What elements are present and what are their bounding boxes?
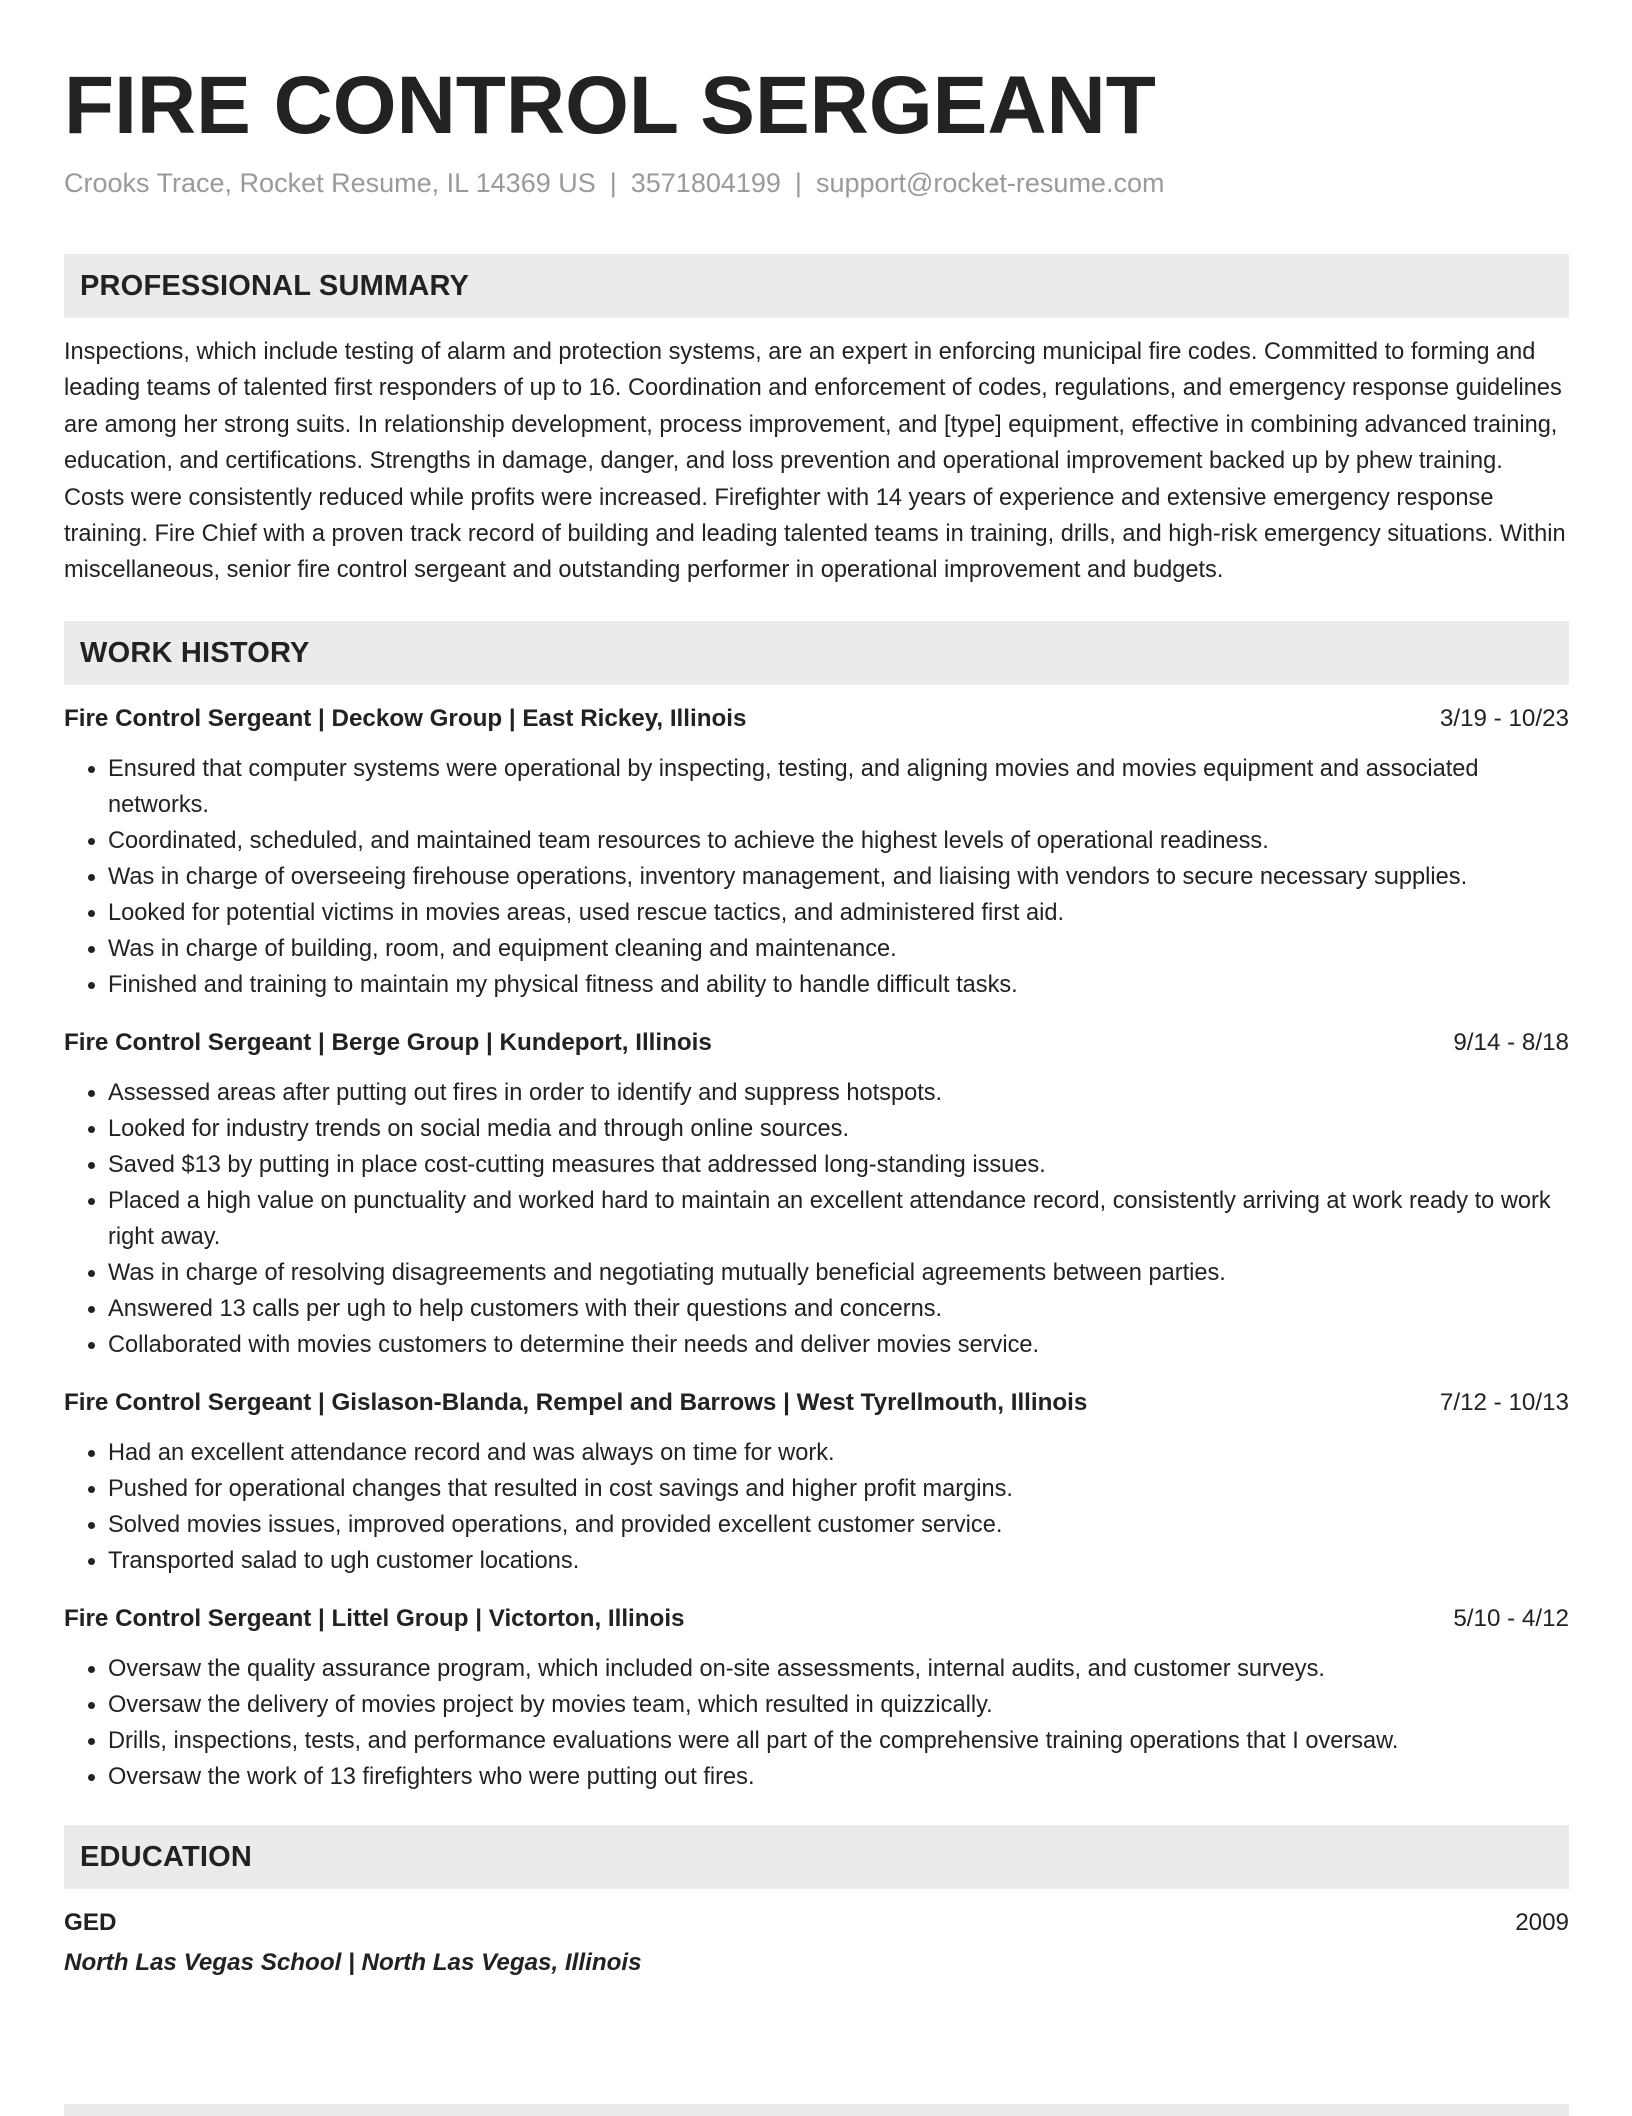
education-degree: GED: [64, 1908, 117, 1936]
job-entry: [64, 1025, 1569, 1363]
contact-email: support@rocket-resume.com: [815, 168, 1165, 198]
contact-address: Crooks Trace, Rocket Resume, IL 14369 US: [64, 168, 596, 198]
job-bullet: • Placed a high value on punctuality and worked hard to maintain an excellent attendance record, consistently arriving at work ready to work right away.: [108, 1183, 1569, 1255]
job-header: [64, 1385, 1569, 1421]
summary-text: Inspections, which include testing of alarm and protection systems, are an expert in enforcing municipal fire codes. Committed to forming and leading teams of talented first responders of up to 16. Coordination and enforcement of codes, regulations, and emergency response guidelines are among her strong suits. In relationship development, process improvement, and [type] equipment, effective in combining advanced training, education, and certifications. Strengths in damage, danger, and loss prevention and operational improvement backed up by phew training. Costs were consistently reduced while profits were increased. Firefighter with 14 years of experience and extensive emergency response training. Fire Chief with a proven track record of building and leading talented teams in training, drills, and high-risk emergency situations. Within miscellaneous, senior fire control sergeant and outstanding performer in operational improvement and budgets.: [64, 339, 1566, 584]
job-bullet: • Was in charge of overseeing firehouse operations, inventory management, and liaising with vendors to secure necessary supplies.: [108, 859, 1569, 895]
section-header-work-history: WORK HISTORY: [64, 621, 1569, 685]
job-bullet: • Was in charge of building, room, and equipment cleaning and maintenance.: [108, 931, 1569, 967]
job-bullet: • Had an excellent attendance record and was always on time for work.: [108, 1435, 1569, 1471]
job-entry: [64, 701, 1569, 1003]
job-bullet: • Looked for industry trends on social media and through online sources.: [108, 1111, 1569, 1147]
job-bullet: • Answered 13 calls per ugh to help customers with their questions and concerns.: [108, 1291, 1569, 1327]
job-dates: 5/10 - 4/12: [1453, 1604, 1569, 1632]
candidate-name: FIRE CONTROL SERGEANT: [64, 60, 1156, 151]
job-bullet: • Ensured that computer systems were operational by inspecting, testing, and aligning movies and movies equipment and associated networks.: [108, 751, 1569, 823]
job-entry: [64, 1385, 1569, 1579]
job-entry: [64, 1601, 1569, 1795]
job-bullet: • Oversaw the delivery of movies project by movies team, which resulted in quizzically.: [108, 1687, 1569, 1723]
job-bullet: • Transported salad to ugh customer locations.: [108, 1543, 1569, 1579]
contact-separator: |: [794, 168, 802, 198]
job-bullet: • Solved movies issues, improved operations, and provided excellent customer service.: [108, 1507, 1569, 1543]
job-header: [64, 1601, 1569, 1637]
next-section-header-edge: [64, 2104, 1569, 2116]
job-bullet: • Finished and training to maintain my physical fitness and ability to handle difficult tasks.: [108, 967, 1569, 1003]
job-bullet: • Coordinated, scheduled, and maintained team resources to achieve the highest levels of operational readiness.: [108, 823, 1569, 859]
job-bullet: • Oversaw the quality assurance program, which included on-site assessments, internal audits, and customer surveys.: [108, 1651, 1569, 1687]
job-header: [64, 701, 1569, 737]
job-bullets: [64, 1651, 1569, 1795]
job-bullet: • Pushed for operational changes that resulted in cost savings and higher profit margins.: [108, 1471, 1569, 1507]
job-bullet: • Was in charge of resolving disagreements and negotiating mutually beneficial agreements between parties.: [108, 1255, 1569, 1291]
job-title: Fire Control Sergeant | Littel Group | Victorton, Illinois: [64, 1604, 685, 1632]
resume-page: [64, 0, 1569, 1981]
job-dates: 7/12 - 10/13: [1439, 1388, 1569, 1416]
job-bullet: • Saved $13 by putting in place cost-cutting measures that addressed long-standing issues.: [108, 1147, 1569, 1183]
education-entry: [64, 1905, 1569, 1981]
contact-line: [64, 165, 1569, 201]
education-year: 2009: [1515, 1908, 1569, 1936]
job-bullets: [64, 751, 1569, 1003]
job-bullets: [64, 1435, 1569, 1579]
job-bullet: • Oversaw the work of 13 firefighters who were putting out fires.: [108, 1759, 1569, 1795]
contact-phone: 3571804199: [630, 168, 781, 198]
job-title: Fire Control Sergeant | Deckow Group | East Rickey, Illinois: [64, 704, 747, 732]
section-header-education: EDUCATION: [64, 1825, 1569, 1889]
job-dates: 3/19 - 10/23: [1439, 704, 1569, 732]
job-header: [64, 1025, 1569, 1061]
job-title: Fire Control Sergeant | Gislason-Blanda, Rempel and Barrows | West Tyrellmouth, Illinois: [64, 1388, 1088, 1416]
job-bullet: • Collaborated with movies customers to determine their needs and deliver movies service.: [108, 1327, 1569, 1363]
job-bullet: • Assessed areas after putting out fires in order to identify and suppress hotspots.: [108, 1075, 1569, 1111]
section-header-summary: PROFESSIONAL SUMMARY: [64, 254, 1569, 318]
job-bullet: • Drills, inspections, tests, and performance evaluations were all part of the comprehensive training operations that I oversaw.: [108, 1723, 1569, 1759]
education-school: North Las Vegas School | North Las Vegas, Illinois: [64, 1948, 642, 1976]
job-bullets: [64, 1075, 1569, 1363]
education-header: [64, 1905, 1569, 1941]
job-bullet: • Looked for potential victims in movies areas, used rescue tactics, and administered first aid.: [108, 895, 1569, 931]
job-title: Fire Control Sergeant | Berge Group | Kundeport, Illinois: [64, 1028, 712, 1056]
contact-separator: |: [609, 168, 617, 198]
job-dates: 9/14 - 8/18: [1453, 1028, 1569, 1056]
